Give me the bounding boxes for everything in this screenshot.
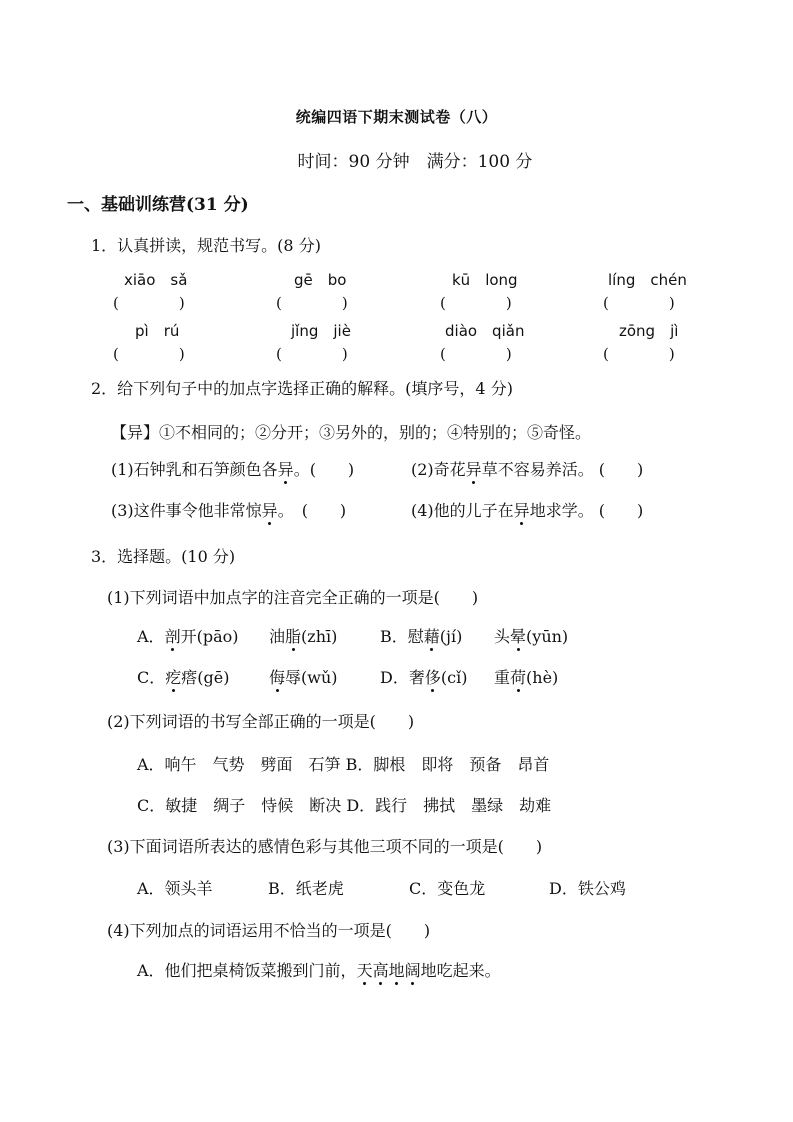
q3-sub3-option-c: C．变色龙 [409,879,486,898]
pinyin-8: zōng jì [619,322,679,340]
answer-blank[interactable]: ( ) [440,294,512,312]
q3-sub1-option-b: B．慰藉(jí) [380,624,462,647]
q3-sub1-option-a: A．剖开(pāo) [137,624,238,647]
dotted-char: 异 [262,498,278,521]
exam-info: 时间：90 分钟 满分：100 分 [297,152,533,172]
answer-blank[interactable]: ( ) [276,294,348,312]
pinyin-6: jǐng jiè [291,322,351,340]
q3-sub3-stem: (3)下面词语所表达的感情色彩与其他三项不同的一项是( ) [107,837,543,856]
dotted-char: 异 [514,498,530,521]
definition-list: 【异】①不相同的；②分开；③另外的，别的；④特别的；⑤奇怪。 [111,423,592,442]
pinyin-3: kū long [452,271,518,289]
q2-item-4: (4)他的儿子在异地求学。 ( ) [411,498,643,521]
q3-sub4-option-a: A．他们把桌椅饭菜搬到门前，天高地阔地吃起来。 [137,958,501,981]
answer-blank[interactable]: ( ) [603,294,675,312]
q2-item-1: (1)石钟乳和石笋颜色各异。( ) [111,457,354,480]
q3-sub2-stem: (2)下列词语的书写全部正确的一项是( ) [107,712,415,731]
question-2-prompt: 2．给下列句子中的加点字选择正确的解释。(填序号，4 分) [91,379,513,398]
answer-blank[interactable]: ( ) [440,345,512,363]
q3-sub3-option-b: B．纸老虎 [268,879,344,898]
pinyin-2: gē bo [294,271,347,289]
q3-sub1-stem: (1)下列词语中加点字的注音完全正确的一项是( ) [107,588,479,607]
q3-sub4-stem: (4)下列加点的词语运用不恰当的一项是( ) [107,921,431,940]
q2-item-3: (3)这件事令他非常惊异。 ( ) [111,498,346,521]
pinyin-4: líng chén [608,271,687,289]
answer-blank[interactable]: ( ) [276,345,348,363]
pinyin-1: xiāo sǎ [124,271,188,289]
q3-sub1-option-b2: 头晕(yūn) [494,624,568,647]
pinyin-7: diào qiǎn [445,322,525,340]
pinyin-5: pì rú [135,322,180,340]
question-1-prompt: 1．认真拼读，规范书写。(8 分) [91,236,321,255]
q3-sub2-options-row2: C．敏捷 绸子 恃候 断决 D．践行 拂拭 墨绿 劫难 [137,796,552,815]
answer-blank[interactable]: ( ) [603,345,675,363]
dotted-char: 异 [466,457,482,480]
q3-sub1-option-a2: 油脂(zhī) [269,624,337,647]
q3-sub3-option-a: A．领头羊 [137,879,213,898]
section-heading: 一、基础训练营(31 分) [67,195,249,215]
q3-sub2-options-row1: A．响午 气势 劈面 石笋 B．脚根 即将 预备 昂首 [137,755,550,774]
question-3-prompt: 3．选择题。(10 分) [91,547,236,566]
q3-sub1-option-d2: 重荷(hè) [494,665,558,688]
q3-sub3-option-d: D．铁公鸡 [549,879,626,898]
answer-blank[interactable]: ( ) [113,294,185,312]
answer-blank[interactable]: ( ) [113,345,185,363]
q3-sub1-option-c: C．疙瘩(gē) [137,665,229,688]
q3-sub1-option-c2: 侮辱(wǔ) [269,665,338,688]
dotted-char: 异 [278,457,294,480]
q2-item-2: (2)奇花异草不容易养活。 ( ) [411,457,643,480]
q3-sub1-option-d: D．奢侈(cǐ) [380,665,467,688]
page-title: 统编四语下期末测试卷（八） [295,108,498,126]
